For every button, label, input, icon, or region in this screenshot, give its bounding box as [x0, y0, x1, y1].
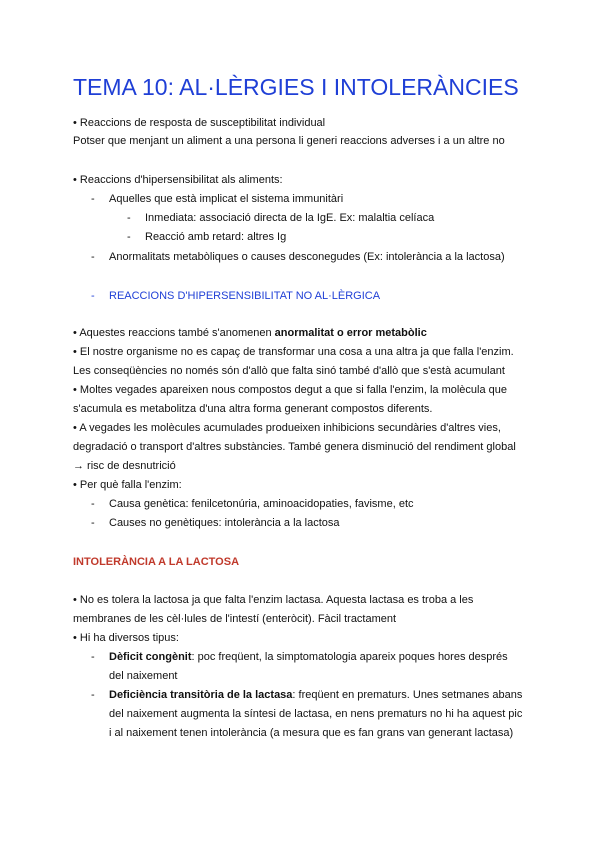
bullet: •: [73, 174, 77, 186]
text: No es tolera la lactosa ja que falta l'enzim lactasa. Aquesta lactasa es troba a les: [79, 594, 474, 606]
dash: -: [91, 517, 95, 529]
paragraph-why-enzyme-fails: [73, 478, 182, 492]
paragraph-adverse-reactions: Potser que menjant un aliment a una persona li generi reaccions adverses i a un altre no: [73, 135, 505, 147]
text: El nostre organisme no es capaç de transformar una cosa a una altra ja que falla l'enzim.: [79, 346, 514, 358]
list-item-immune: Aquelles que està implicat el sistema immunitàri: [109, 193, 344, 205]
text: Reaccions d'hipersensibilitat als aliments:: [79, 174, 283, 186]
bold-term: Dèficit congènit: [109, 651, 192, 663]
text: A vegades les molècules acumulades produeixen inhibicions secundàries d'altres vies,: [79, 422, 501, 434]
dash: -: [127, 231, 131, 243]
list-item-transitory-cont2: i al naixement tenen intolerància (a mesura que es fan grans van generant lactasa): [109, 727, 514, 739]
dash: -: [91, 651, 95, 663]
paragraph-types: [73, 631, 179, 645]
text: Hi ha diversos tipus:: [79, 632, 179, 644]
list-item-metabolic: Anormalitats metabòliques o causes desconegudes (Ex: intolerància a la lactosa): [109, 251, 505, 263]
dash: -: [91, 193, 95, 205]
list-item-transitory: [109, 688, 522, 702]
bullet: •: [73, 346, 77, 358]
paragraph-consequences: Les conseqüències no només són d'allò que falta sinó també d'allò que s'està acumulant: [73, 365, 505, 377]
bullet: •: [73, 384, 77, 396]
bold-term: anormalitat o error metabòlic: [274, 327, 427, 339]
bullet: •: [73, 422, 77, 434]
bullet: •: [73, 117, 77, 129]
bullet: •: [73, 327, 77, 339]
list-item-congenital-cont: del naixement: [109, 670, 178, 682]
list-item-immediate: Inmediata: associació directa de la IgE. Ex: malaltia celíaca: [145, 212, 435, 224]
paragraph-susceptibility: [73, 116, 325, 130]
bullet: •: [73, 594, 77, 606]
text: Reaccions de resposta de susceptibilitat individual: [79, 117, 326, 129]
list-item-delayed: Reacció amb retard: altres Ig: [145, 231, 287, 243]
paragraph-lactase-cont: membranes de les cèl·lules de l'intestí (enteròcit). Fàcil tractament: [73, 613, 397, 625]
paragraph-accumulated-cont: degradació o transport d'altres substàncies. També genera disminució del rendiment global: [73, 441, 516, 453]
bold-term: Deficiència transitòria de la lactasa: [109, 689, 293, 701]
paragraph-new-compounds: [73, 383, 507, 397]
list-item-congenital: [109, 650, 508, 664]
bullet: •: [73, 632, 77, 644]
dash: -: [91, 251, 95, 263]
list-item-transitory-cont1: del naixement augmenta la síntesi de lactasa, en nens prematurs no hi ha aquest pic: [109, 708, 523, 720]
paragraph-metabolic-error: [73, 326, 427, 340]
paragraph-enzyme-fails: [73, 345, 514, 359]
paragraph-lactase: [73, 593, 473, 607]
dash: -: [127, 212, 131, 224]
dash: -: [91, 498, 95, 510]
paragraph-new-compounds-cont: s'acumula es metabolitza d'una altra forma generant compostos diferents.: [73, 403, 433, 415]
section-heading-lactose: INTOLERÀNCIA A LA LACTOSA: [73, 556, 240, 568]
section-heading-non-allergic: REACCIONS D'HIPERSENSIBILITAT NO AL·LÈRGICA: [109, 290, 381, 302]
paragraph-malnutrition: → risc de desnutrició: [73, 460, 176, 472]
text: Per què falla l'enzim:: [79, 479, 182, 491]
bullet: •: [73, 479, 77, 491]
text: Aquestes reaccions també s'anomenen: [79, 327, 275, 339]
text: Moltes vegades apareixen nous compostos degut a que si falla l'enzim, la molècula que: [79, 384, 507, 396]
dash: -: [91, 689, 95, 701]
list-item-non-genetic: Causes no genètiques: intolerància a la lactosa: [109, 517, 340, 529]
dash: -: [91, 290, 95, 302]
paragraph-hypersensitivity: [73, 173, 283, 187]
paragraph-accumulated: [73, 421, 501, 435]
page-title: TEMA 10: AL·LÈRGIES I INTOLERÀNCIES: [73, 74, 519, 100]
list-item-genetic: Causa genètica: fenilcetonúria, aminoacidopaties, favisme, etc: [109, 498, 414, 510]
text: : freqüent en prematurs. Unes setmanes abans: [292, 689, 523, 701]
text: : poc freqüent, la simptomatologia apareix poques hores després: [191, 651, 508, 663]
